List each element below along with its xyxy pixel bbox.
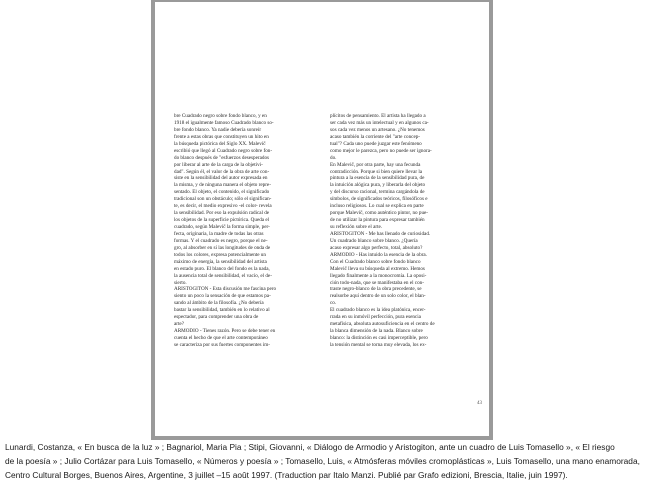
text-line: ARISTOGITON - Esta discusión me fascina pero xyxy=(174,286,277,293)
text-line: arte? xyxy=(174,321,184,328)
text-line: como mejor le parezca, pero no puede ser ignora- xyxy=(330,147,432,154)
text-line: cuenta el hecho de que el arte contemporáneo xyxy=(174,335,268,341)
text-line: porque Malevič, como auténtico pintor, no pue- xyxy=(330,210,429,217)
text-line: te, es decir, el medio expresivo -el color- revela xyxy=(174,203,272,210)
text-line: co. xyxy=(330,300,337,307)
caption xyxy=(5,440,650,482)
caption-line: Centro Cultural Borges, Buenos Aires, Argentine, 3 juillet –15 août 1997. (Traduction par Italo Manzi. Publié par Grafo edizioni, Brescia, Italie, juin 1997). xyxy=(5,470,568,480)
text-line: El cuadrado blanco es la idea platónica, encer- xyxy=(330,307,426,314)
text-line: bre Cuadrado negro sobre fondo blanco, y en xyxy=(174,113,267,119)
text-line: la búsqueda pictórica del Siglo XX. Malevič xyxy=(174,140,266,147)
text-line: rrada en su inmóvil perfección, pura esencia xyxy=(330,314,421,321)
text-line: la intuición alógica pura, y liberarla del objeto xyxy=(330,182,426,189)
text-line: plícitos de pensamiento. El artista ha llegado a xyxy=(330,113,426,119)
caption-line: Lunardi, Costanza, « En busca de la luz » ; Bagnariol, Maria Pia ; Stipi, Giovanni, « Diálogo de Armodio y Aristogiton, ante un cuadro de Luis Tomasello », « El riesgo xyxy=(5,442,615,452)
caption-line: de la poesía » ; Julio Cortázar para Luis Tomasello, « Números y poesía » ; Tomasello, Luis, « Atmósferas móviles cromoplásticas », Luis Tomasello, una mano enamorada, xyxy=(5,456,640,466)
text-line: acaso también la corriente del "arte concep- xyxy=(330,133,421,140)
text-line: metafísica, absoluta autosuficiencia en el centro de xyxy=(330,321,435,328)
text-line: ser cada vez más un intelectual y en algunos ca- xyxy=(330,119,429,126)
text-line: 1918 el igualmente famoso Cuadrado blanco so- xyxy=(174,119,274,126)
text-line: incluso religiosos. Lo cual se explica en parte xyxy=(330,203,424,210)
text-line: realsorbe aquí dentro de un solo color, el blan- xyxy=(330,293,426,300)
text-line: la misma, y de ninguna manera el objeto repre- xyxy=(174,182,271,189)
text-line: ARMODIO - Has intuido la esencia de la obra. xyxy=(330,251,427,258)
text-line: Con el Cuadrado blanco sobre fondo blanco xyxy=(330,258,421,265)
text-line: En Malevič, por otra parte, hay una fecunda xyxy=(330,161,421,168)
text-line: sierto. xyxy=(174,279,187,286)
text-line: ARISTOGITON - Me has llenado de curiosidad. xyxy=(330,230,431,237)
text-line: contradicción. Porque si bien quiere llevar la xyxy=(330,168,423,175)
text-line: sando al ámbito de la filosofía. ¿No debería xyxy=(174,300,264,307)
text-line: fecta, originaria, la madre de todas las otras xyxy=(174,230,264,237)
text-line: escribió que llegó al Cuadrado negro sobre fon- xyxy=(174,147,273,154)
text-line: tradicional son un obstáculo; sólo el significan- xyxy=(174,196,272,203)
text-line: dad". Según él, el valor de la obra de arte con- xyxy=(174,168,270,175)
text-line: todos los colores, expresa potencialmente un xyxy=(174,251,266,258)
text-line: acaso expresar algo perfecto, total, absoluto? xyxy=(330,244,423,251)
text-line: espectador, para comprender una obra de xyxy=(174,314,259,321)
text-line: sentado. El objeto, el contenido, el significado xyxy=(174,189,270,196)
page-number: 43 xyxy=(477,401,482,406)
text-line: símbolos, de significados teóricos, filosóficos e xyxy=(330,196,428,203)
text-line: la blanca dimensión de la nada. Blanco sobre xyxy=(330,328,423,335)
text-line: bre fondo blanco. Ya nadie debería sonreír xyxy=(174,126,262,133)
left-text-column xyxy=(174,113,320,349)
text-line: ARMODIO - Tienes razón. Pero se debe tener en xyxy=(174,328,276,335)
text-line: en estado puro. El blanco del fondo es la nada, xyxy=(174,265,270,272)
text-line: formas. Y el cuadrado es negro, porque el ne- xyxy=(174,237,268,244)
text-line: su reflexión sobre el arte. xyxy=(330,224,383,230)
text-line: cuadrado, según Malevič la forma simple, per- xyxy=(174,224,270,230)
text-line: tual"? Cada uno puede juzgar este fenómeno xyxy=(330,140,422,147)
text-line: traste negro-blanco de la obra precedente, se xyxy=(330,286,422,293)
text-line: pintura a la esencia de la sensibilidad pura, de xyxy=(330,175,425,182)
text-line: siste en la sensibilidad del autor expresada en xyxy=(174,175,268,182)
text-line: ción todo-nada, que se manifestaba en el con- xyxy=(330,279,424,286)
text-line: blanco: la distinción es casi imperceptible, pero xyxy=(330,335,428,341)
text-line: máximo de energía, la sensibilidad del artista xyxy=(174,258,267,265)
text-line: gro, al absorber en sí las longitudes de onda de xyxy=(174,244,271,251)
text-line: los objetos de la superficie pictórica. Queda el xyxy=(174,217,270,224)
text-line: bastar la sensibilidad, también en lo relativo al xyxy=(174,307,270,314)
text-line: do. xyxy=(330,154,337,161)
text-line: de no utilizar la pintura para expresar también xyxy=(330,217,425,224)
text-line: la tensión mental se torna muy elevada, los ex- xyxy=(330,341,427,348)
text-line: Un cuadrado blanco sobre blanco. ¿Quería xyxy=(330,237,418,244)
text-line: siento un poco la sensación de que estamos pa- xyxy=(174,293,271,300)
text-line: Malevič lleva su búsqueda al extremo. Hemos xyxy=(330,265,425,272)
text-line: por liberar al arte de la carga de la objetivi- xyxy=(174,161,263,168)
text-line: la ausencia total de sensibilidad, el vacío, el de- xyxy=(174,272,272,279)
right-text-column xyxy=(330,113,476,349)
text-line: llegado finalmente a la monocromía. La oposi- xyxy=(330,272,427,279)
text-line: frente a estas obras que constituyen un hito en xyxy=(174,133,269,140)
text-line: la sensibilidad. Por eso la expulsión radical de xyxy=(174,210,270,217)
text-line: y del discurso racional, termina cargándola de xyxy=(330,189,425,196)
text-line: do blanco después de "esfuerzos desesperados xyxy=(174,154,270,161)
text-line: sos cada vez menos un artesano. ¿No tenemos xyxy=(330,126,425,133)
text-line: se caracteriza por sus fuertes componentes im- xyxy=(174,341,270,348)
